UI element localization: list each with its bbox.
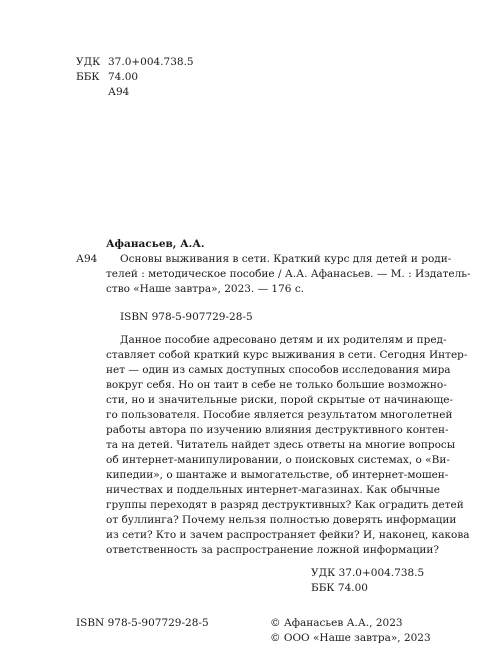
isbn-record: ISBN 978-5-907729-28-5 (120, 311, 253, 323)
annotation-line: сти, но и значительные риски, порой скрытые от начинающе- (106, 394, 453, 406)
annotation-line: группы переходят в разряд деструктивных? Как оградить детей (106, 499, 464, 511)
udk-bottom: УДК 37.0+004.738.5 (311, 567, 425, 579)
copyright-publisher: © ООО «Наше завтра», 2023 (270, 632, 431, 644)
udk-value: 37.0+004.738.5 (108, 56, 194, 68)
annotation-line: го пользователя. Пособие является результатом многолетней (106, 409, 453, 421)
annotation-line: вокруг себя. Но он таит в себе не только большие возможно- (106, 379, 447, 391)
description-line: Основы выживания в сети. Краткий курс для детей и роди- (120, 253, 452, 265)
annotation-line: от буллинга? Почему нельзя полностью доверять информации (106, 514, 457, 526)
bbk-label: ББК (76, 71, 100, 83)
isbn-footer: ISBN 978-5-907729-28-5 (76, 617, 209, 629)
description-line: ство «Наше завтра», 2023. — 176 с. (106, 283, 305, 295)
annotation-line: работы автора по изучению влияния деструктивного контен- (106, 424, 449, 436)
copyright-author: © Афанасьев А.А., 2023 (270, 617, 403, 629)
annotation-line: Данное пособие адресовано детям и их родителям и пред- (120, 334, 447, 346)
annotation-line: та на детей. Читатель найдет здесь ответы на многие вопросы (106, 439, 456, 451)
bbk-bottom: ББК 74.00 (311, 582, 368, 594)
author-mark-top: А94 (108, 86, 130, 98)
description-line: телей : методическое пособие / А.А. Афанасьев. — М. : Издатель- (106, 268, 471, 280)
annotation-line: об интернет-манипулировании, о поисковых системах, о «Ви- (106, 454, 450, 466)
author-mark: А94 (76, 253, 98, 265)
udk-label: УДК (76, 56, 101, 68)
annotation-line: нет — один из самых доступных способов исследования мира (106, 364, 451, 376)
annotation-line: ставляет собой краткий курс выживания в сети. Сегодня Интер- (106, 349, 468, 361)
annotation-line: ничествах и поддельных интернет-магазинах. Как обычные (106, 484, 440, 496)
author-name: Афанасьев, А.А. (106, 238, 205, 250)
annotation-line: из сети? Кто и зачем распространяет фейки? И, наконец, какова (106, 529, 470, 541)
annotation-line: кипедии», о шантаже и вымогательстве, об интернет-мошен- (106, 469, 449, 481)
annotation-line: ответственность за распространение ложной информации? (106, 544, 439, 556)
bbk-value: 74.00 (108, 71, 139, 83)
